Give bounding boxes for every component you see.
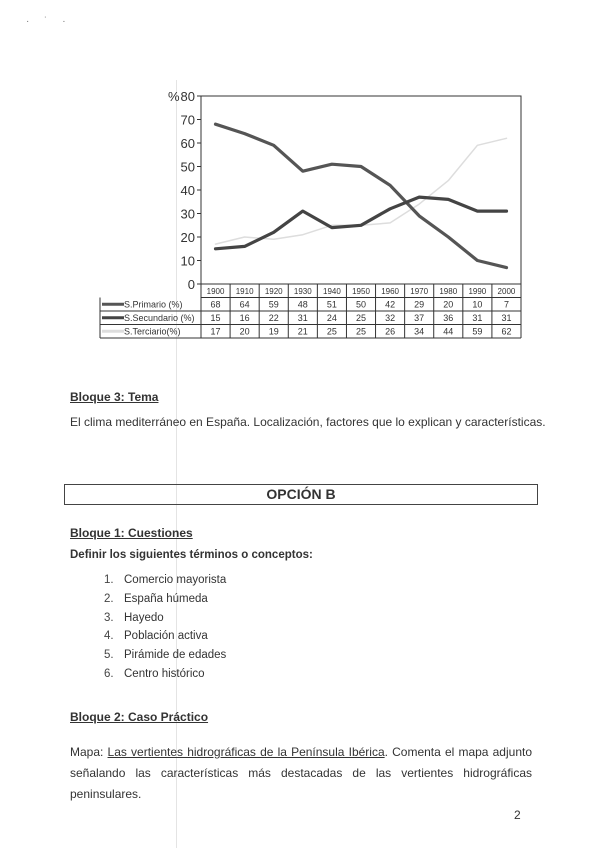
list-item: 4. Población activa (104, 630, 208, 643)
data-cell: 19 (268, 326, 279, 337)
data-cell: 31 (472, 313, 483, 323)
bloque1-subheading: Definir los siguientes términos o conceptos: (70, 549, 313, 561)
data-cell: 25 (326, 326, 337, 337)
x-tick-label: 1970 (410, 287, 429, 296)
data-cell: 21 (297, 326, 308, 337)
series-line (216, 197, 507, 249)
x-tick-label: 1990 (468, 287, 487, 296)
x-tick-label: 1940 (323, 287, 341, 296)
sector-employment-chart (0, 0, 600, 360)
data-cell: 20 (443, 299, 454, 310)
data-cell: 59 (472, 326, 483, 337)
bloque3-text: El clima mediterráneo en España. Localización, factores que lo explican y características. (70, 415, 546, 429)
x-tick-label: 2000 (497, 287, 516, 296)
legend-label: S.Primario (%) (124, 299, 183, 310)
bloque1-heading: Bloque 1: Cuestiones (70, 526, 193, 540)
data-cell: 25 (355, 313, 367, 323)
y-tick-label: 50 (180, 159, 195, 175)
data-cell: 62 (501, 326, 512, 337)
data-cell: 29 (414, 299, 425, 310)
data-cell: 51 (326, 299, 337, 310)
data-cell: 37 (414, 313, 425, 323)
map-instructions: . Comenta el mapa adjunto señalando las características más destacadas de las vertientes hidrográficas peninsulares. (70, 745, 533, 801)
data-cell: 42 (385, 299, 396, 310)
list-item: 1. Comercio mayorista (104, 574, 227, 586)
bloque2-heading: Bloque 2: Caso Práctico (70, 710, 209, 724)
data-cell: 20 (239, 326, 250, 337)
data-cell: 26 (385, 326, 396, 337)
x-tick-label: 1980 (439, 287, 458, 296)
data-cell: 31 (297, 313, 308, 323)
data-cell: 68 (210, 299, 221, 310)
y-tick-label: 60 (180, 136, 195, 151)
data-cell: 10 (472, 299, 483, 310)
list-item: 2. España húmeda (104, 592, 208, 605)
data-cell: 34 (414, 326, 425, 337)
legend-label: S.Secundario (%) (124, 313, 195, 323)
data-cell: 15 (210, 313, 221, 323)
legend-label: S.Terciario(%) (124, 326, 181, 337)
x-tick-label: 1960 (381, 287, 399, 296)
terms-list (104, 571, 226, 684)
y-tick-label: 40 (180, 183, 195, 198)
data-cell: 17 (210, 326, 221, 337)
map-title: Las vertientes hidrográficas de la Península Ibérica (107, 745, 385, 759)
data-cell: 25 (355, 326, 367, 337)
scan-specks: · ˙ · (26, 16, 72, 27)
data-cell: 22 (268, 313, 279, 323)
option-b-title: OPCIÓN B (266, 486, 336, 502)
data-cell: 64 (239, 299, 250, 310)
series-line (216, 138, 507, 244)
y-unit-label: % (168, 89, 180, 104)
y-tick-label: 70 (180, 112, 195, 128)
y-tick-label: 20 (180, 230, 195, 245)
list-item: 5. Pirámide de edades (104, 649, 227, 662)
y-tick-label: 80 (180, 89, 195, 104)
x-tick-label: 1930 (293, 287, 312, 296)
data-cell: 50 (355, 299, 367, 310)
bloque2-text (70, 742, 532, 805)
data-cell: 44 (443, 326, 454, 337)
x-tick-label: 1900 (206, 287, 225, 296)
y-tick-label: 10 (180, 253, 195, 269)
data-cell: 32 (385, 313, 396, 323)
list-item: 6. Centro histórico (104, 667, 205, 680)
data-cell: 24 (326, 313, 337, 323)
data-cell: 16 (239, 313, 250, 323)
data-cell: 59 (268, 299, 279, 310)
series-line (216, 124, 507, 267)
data-cell: 36 (443, 313, 454, 323)
bloque3-heading: Bloque 3: Tema (70, 390, 159, 404)
page-number: 2 (514, 808, 521, 822)
data-cell: 31 (501, 313, 512, 323)
x-tick-label: 1920 (264, 287, 283, 296)
data-cell: 7 (503, 299, 509, 310)
y-tick-label: 30 (180, 206, 195, 222)
x-tick-label: 1950 (352, 287, 370, 296)
data-cell: 48 (297, 299, 308, 310)
map-label: Mapa: (70, 745, 104, 759)
list-item: 3. Hayedo (104, 611, 164, 624)
option-b-box (64, 484, 538, 505)
x-tick-label: 1910 (235, 287, 254, 296)
y-tick-label: 0 (187, 277, 195, 292)
